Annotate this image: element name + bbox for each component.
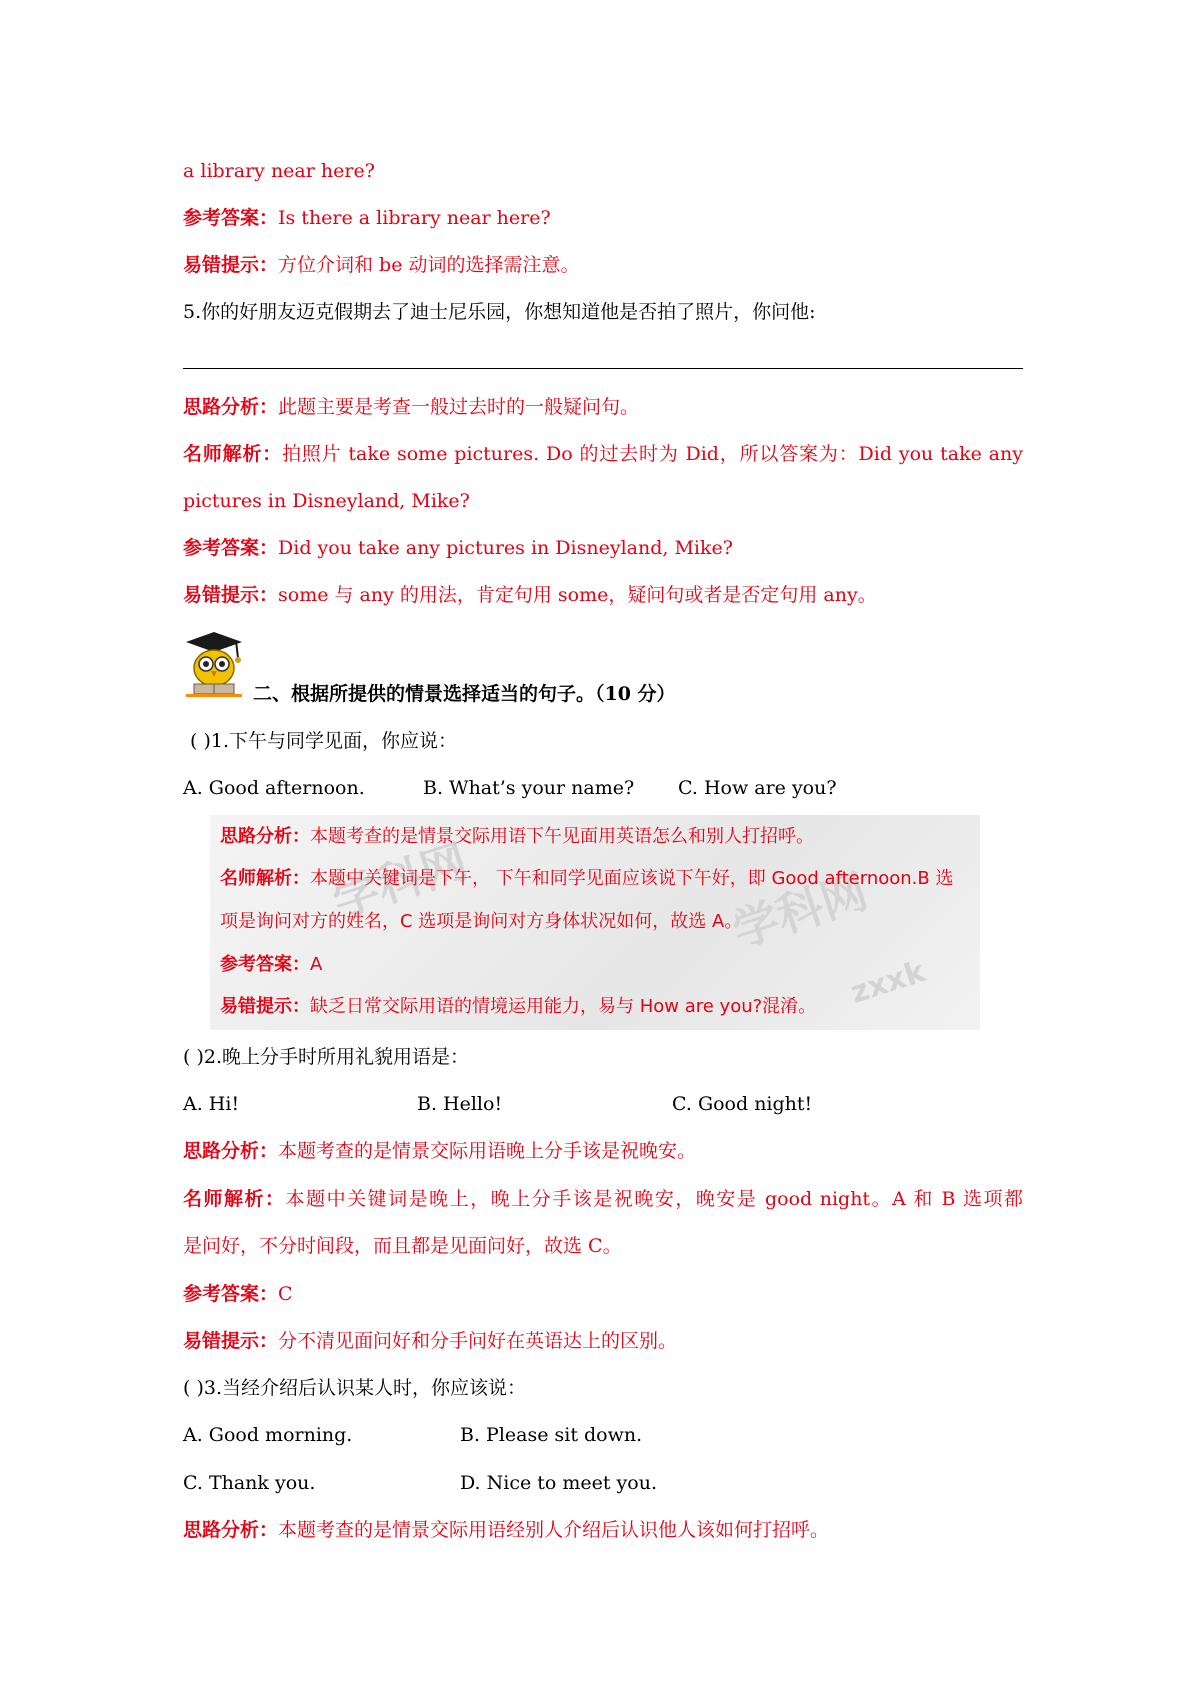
s2q3-options-row1	[183, 1421, 1023, 1449]
s2q1-analysis-image	[210, 815, 980, 1030]
explanation-label: 名师解析：	[183, 1188, 286, 1210]
tip-text: 缺乏日常交际用语的情境运用能力，易与 How are you?混淆。	[310, 996, 817, 1017]
s2q1-options	[183, 774, 1023, 802]
answer-label: 参考答案：	[220, 954, 310, 975]
answer-text: A	[310, 954, 323, 975]
s2q3-idea	[183, 1516, 1023, 1544]
q4-reference-answer	[183, 204, 1023, 232]
answer-label: 参考答案：	[183, 1283, 279, 1305]
idea-text: 本题考查的是情景交际用语下午见面用英语怎么和别人打招呼。	[310, 826, 814, 847]
s2q1-explanation-line2: 项是询问对方的姓名，C 选项是询问对方身体状况如何，故选 A。	[220, 911, 743, 932]
tip-label: 易错提示：	[183, 254, 279, 276]
option-c: C. Good night!	[672, 1093, 813, 1115]
answer-text: Did you take any pictures in Disneyland, Mike?	[278, 537, 733, 559]
s2q1-idea	[220, 823, 980, 851]
answer-text: C	[278, 1283, 293, 1305]
section-2-title: 二、根据所提供的情景选择适当的句子。（10 分）	[253, 683, 676, 705]
s2q2-error-tip	[183, 1327, 1023, 1355]
s2q2-reference-answer	[183, 1280, 1023, 1308]
option-d: D. Nice to meet you.	[460, 1472, 658, 1494]
explanation-label: 名师解析：	[220, 868, 310, 889]
option-a: A. Good morning.	[183, 1424, 353, 1446]
s2q1-reference-answer	[220, 951, 980, 979]
option-a: A. Good afternoon.	[183, 777, 365, 799]
s2q2-explanation-line1	[183, 1185, 1023, 1213]
watermark: 学科网	[325, 833, 474, 928]
explanation-text: 本题中关键词是下午， 下午和同学见面应该说下午好，即 Good afternoon.B 选	[310, 868, 954, 889]
q5-error-tip	[183, 581, 1023, 609]
owl-graduate-icon	[180, 628, 248, 700]
s2q1-error-tip	[220, 993, 980, 1021]
q5-idea	[183, 393, 1023, 421]
idea-text: 本题考查的是情景交际用语经别人介绍后认识他人该如何打招呼。	[278, 1519, 830, 1541]
s2q1-explanation-line1	[220, 865, 980, 893]
s2q3-question: ( )3.当经介绍后认识某人时，你应该说：	[183, 1377, 526, 1399]
answer-label: 参考答案：	[183, 207, 279, 229]
tip-text: 方位介词和 be 动词的选择需注意。	[278, 254, 580, 276]
option-c: C. How are you?	[678, 777, 837, 799]
watermark: 学科网	[725, 863, 874, 958]
answer-label: 参考答案：	[183, 537, 279, 559]
tip-label: 易错提示：	[183, 584, 279, 606]
s2q3-options-row2	[183, 1469, 1023, 1497]
tip-text: 分不清见面问好和分手问好在英语达上的区别。	[278, 1330, 678, 1352]
idea-label: 思路分析：	[183, 1140, 279, 1162]
idea-text: 本题考查的是情景交际用语晚上分手该是祝晚安。	[278, 1140, 697, 1162]
q5-explanation-line1	[183, 440, 1023, 468]
idea-label: 思路分析：	[220, 826, 310, 847]
idea-label: 思路分析：	[183, 1519, 279, 1541]
s2q2-options	[183, 1090, 1023, 1118]
option-b: B. Hello!	[417, 1093, 503, 1115]
q5-explanation-line2: pictures in Disneyland, Mike?	[183, 490, 470, 512]
s2q2-explanation-line2: 是问好，不分时间段，而且都是见面问好，故选 C。	[183, 1235, 622, 1257]
q4-error-tip	[183, 251, 1023, 279]
option-b: B. Please sit down.	[460, 1424, 643, 1446]
idea-label: 思路分析：	[183, 396, 279, 418]
tip-label: 易错提示：	[183, 1330, 279, 1352]
option-b: B. What’s your name?	[423, 777, 635, 799]
watermark: zxxk	[846, 954, 930, 1011]
answer-text: Is there a library near here?	[278, 207, 551, 229]
s2q1-question: ( )1.下午与同学见面，你应说：	[190, 730, 457, 752]
s2q2-question: ( )2.晚上分手时所用礼貌用语是：	[183, 1046, 469, 1068]
option-c: C. Thank you.	[183, 1472, 316, 1494]
tip-text: some 与 any 的用法，肯定句用 some，疑问句或者是否定句用 any。	[278, 584, 877, 606]
q4-answer-line-tail: a library near here?	[183, 160, 375, 182]
answer-blank-line	[183, 368, 1023, 369]
option-a: A. Hi!	[183, 1093, 240, 1115]
q5-question: 5.你的好朋友迈克假期去了迪士尼乐园，你想知道他是否拍了照片，你问他:	[183, 301, 816, 323]
q5-reference-answer	[183, 534, 1023, 562]
explanation-label: 名师解析：	[183, 443, 283, 465]
idea-text: 此题主要是考查一般过去时的一般疑问句。	[278, 396, 640, 418]
s2q2-idea	[183, 1137, 1023, 1165]
explanation-text: 本题中关键词是晚上，晚上分手该是祝晚安，晚安是 good night。A 和 B 选项都	[285, 1188, 1023, 1210]
explanation-text: 拍照片 take some pictures. Do 的过去时为 Did，所以答案为：Did you take any	[282, 443, 1023, 465]
tip-label: 易错提示：	[220, 996, 310, 1017]
